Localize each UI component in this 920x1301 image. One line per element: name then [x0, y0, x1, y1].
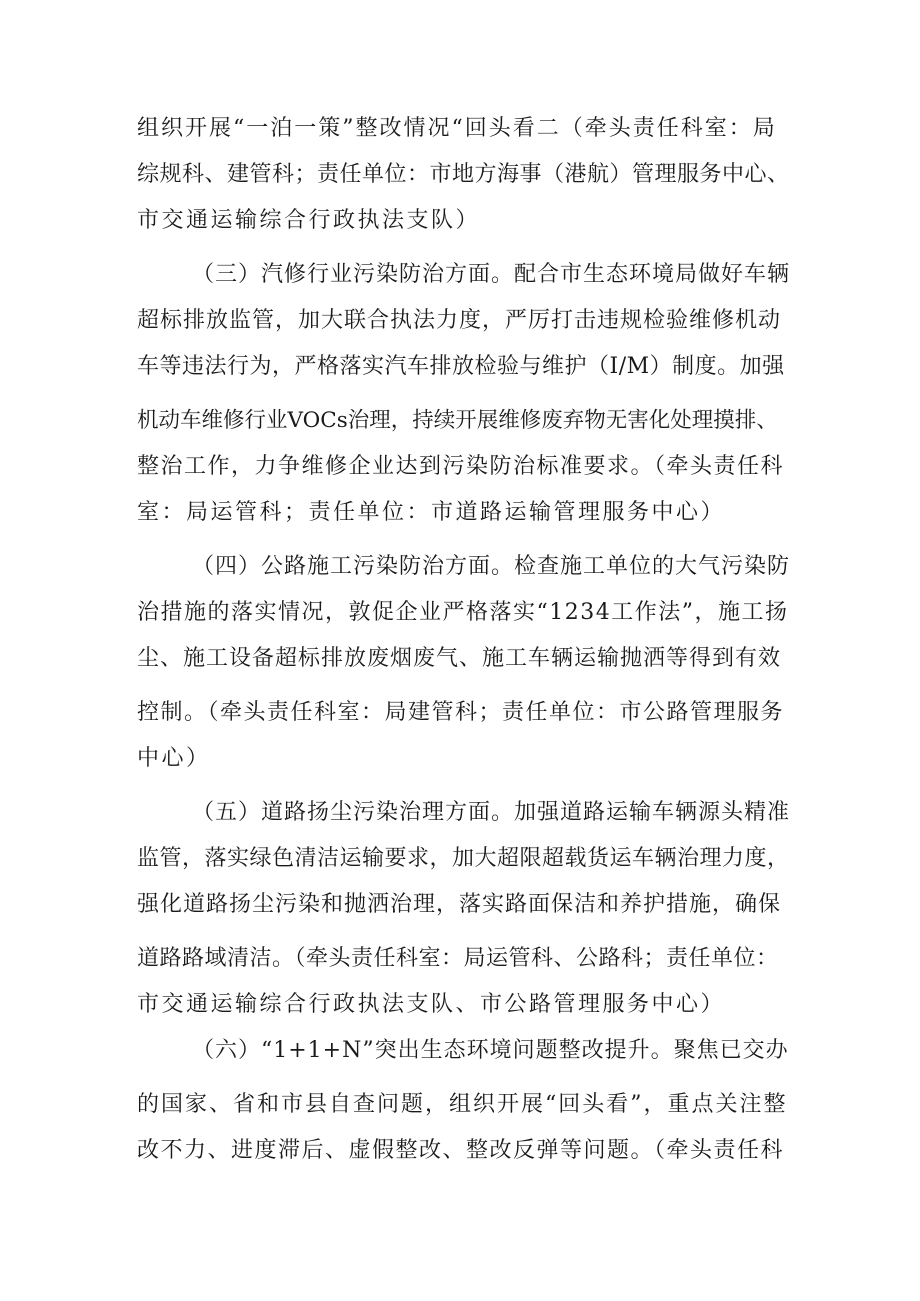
text-line: （四）公路施工污染防治方面。检查施工单位的大气污染防 [192, 554, 791, 579]
text-line: 车等违法行为，严格落实汽车排放检验与维护（I/M）制度。加强 [137, 354, 785, 379]
text-line: 尘、施工设备超标排放废烟废气、施工车辆运输抛洒等得到有效 [137, 646, 782, 671]
text-line: 市交通运输综合行政执法支队） [137, 208, 481, 233]
text-line: 的国家、省和市县自查问题，组织开展“回头看”，重点关注整 [137, 1092, 788, 1117]
text-line: 强化道路扬尘污染和抛洒治理，落实路面保洁和养护措施，确保 [137, 892, 782, 917]
text-line: （六）“1+1+N”突出生态环境问题整改提升。聚焦已交办 [192, 1038, 789, 1063]
text-line: 整治工作，力争维修企业达到污染防治标准要求。（牵头责任科 [137, 454, 785, 479]
text-line: 室：局运管科；责任单位：市道路运输管理服务中心） [137, 500, 726, 525]
text-line: 控制。（牵头责任科室：局建管科；责任单位：市公路管理服务 [137, 700, 785, 725]
text-line: 道路路域清洁。（牵头责任科室：局运管科、公路科；责任单位： [137, 946, 779, 971]
text-line: 机动车维修行业VOCs治理，持续开展维修废弃物无害化处理摸排、 [137, 408, 778, 433]
text-line: 中心） [137, 746, 211, 771]
text-line: 超标排放监管，加大联合执法力度，严厉打击违规检验维修机动 [137, 308, 782, 333]
text-line: 改不力、进度滞后、虚假整改、整改反弹等问题。（牵头责任科 [137, 1138, 785, 1163]
text-line: 市交通运输综合行政执法支队、市公路管理服务中心） [137, 992, 726, 1017]
text-line: 综规科、建管科；责任单位：市地方海事（港航）管理服务中心、 [137, 162, 790, 187]
text-line: 监管，落实绿色清洁运输要求，加大超限超载货运车辆治理力度， [137, 846, 790, 871]
text-line: （三）汽修行业污染防治方面。配合市生态环境局做好车辆 [192, 262, 791, 287]
text-line: 治措施的落实情况，敦促企业严格落实“1234工作法”，施工扬 [137, 600, 789, 625]
text-line: 组织开展“一泊一策”整改情况“回头看二（牵头责任科室：局 [137, 116, 777, 141]
text-line: （五）道路扬尘污染治理方面。加强道路运输车辆源头精准 [192, 800, 791, 825]
